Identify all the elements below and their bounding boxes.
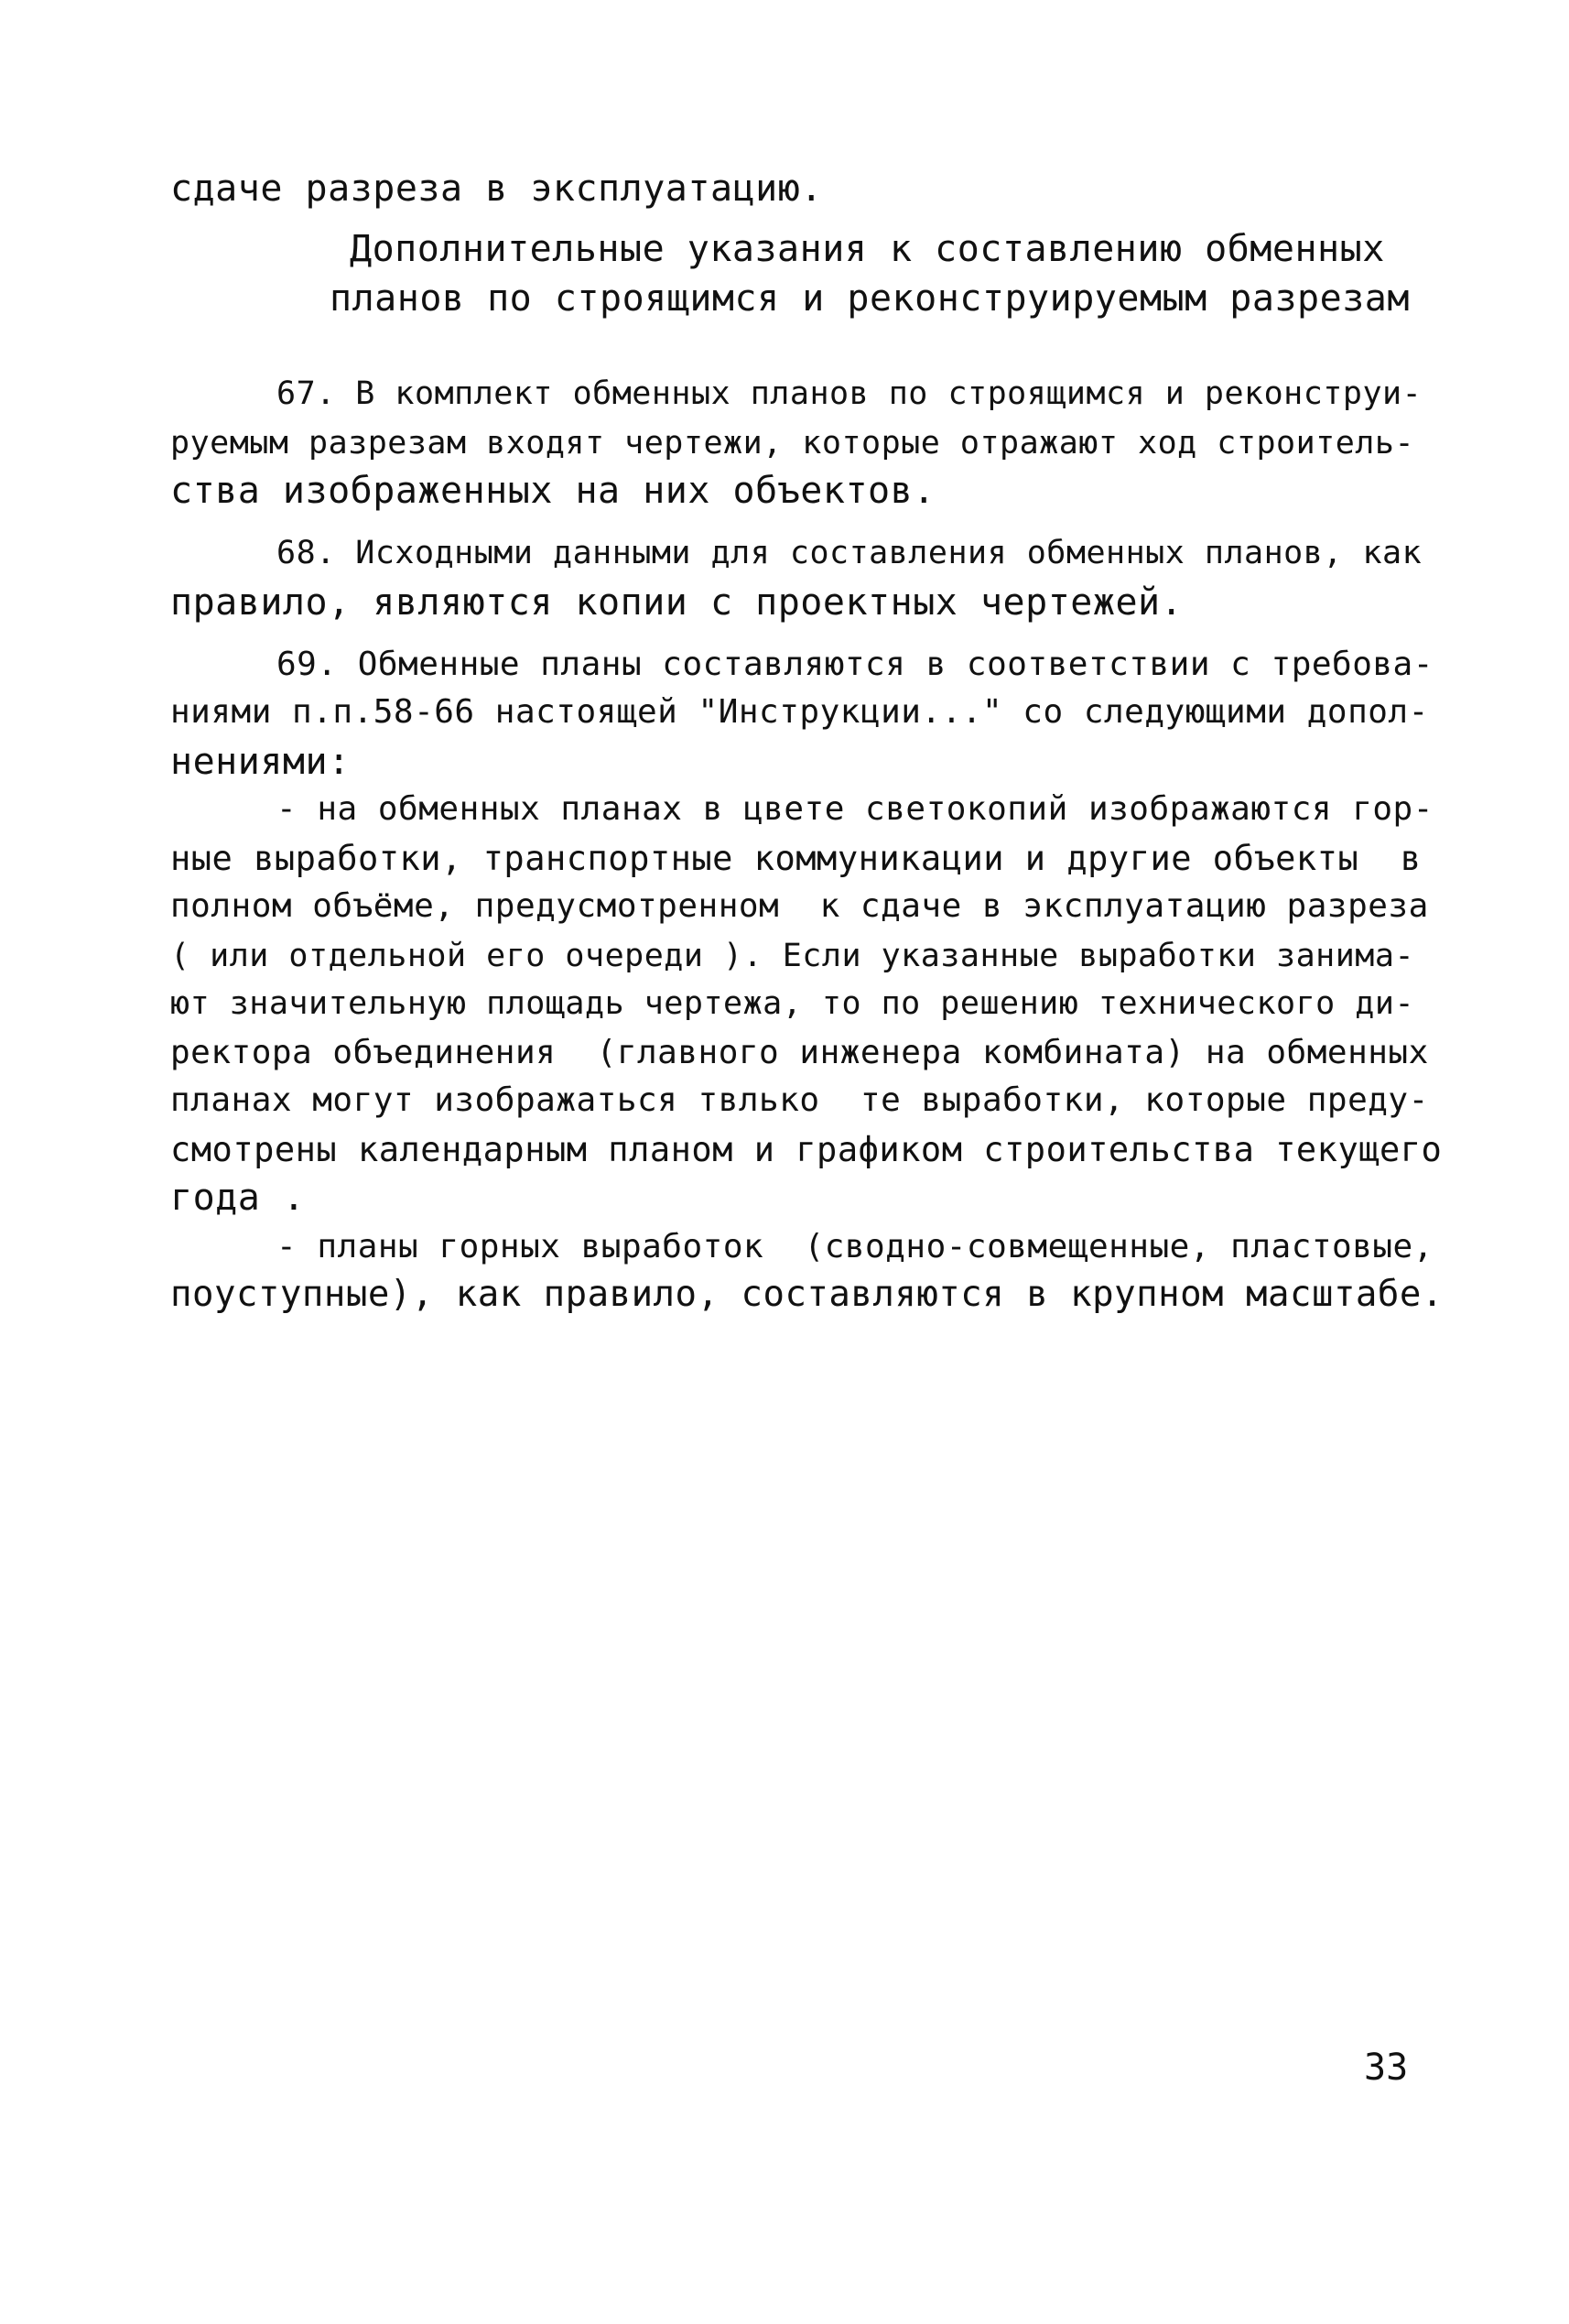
paragraph-69-line-3: нениями: <box>170 741 351 783</box>
list-item-1-line-2: ные выработки, транспортные коммуникации и другие объекты в <box>170 839 1422 878</box>
list-item-2-line-1: - планы горных выработок (сводно-совмещенные, пластовые, <box>276 1228 1434 1265</box>
list-item-1-line-8: смотрены календарным планом и графиком строительства текущего <box>170 1130 1443 1169</box>
paragraph-67-line-3: ства изображенных на них объектов. <box>170 470 936 512</box>
list-item-1-line-4: ( или отдельной его очереди ). Если указанные выработки занима- <box>170 938 1415 974</box>
list-item-1-line-6: ректора объединения (главного инженера комбината) на обменных <box>170 1034 1429 1071</box>
paragraph-69-line-1: 69. Обменные планы составляются в соответствии с требова- <box>276 646 1434 683</box>
list-item-1-line-5: ют значительную площадь чертежа, то по решению технического ди- <box>170 985 1415 1022</box>
list-item-1-line-9: года . <box>170 1177 306 1219</box>
text-line-continuation: сдаче разреза в эксплуатацию. <box>170 168 823 210</box>
list-item-1-line-7: планах могут изображаться твлько те выработки, которые преду- <box>170 1081 1429 1119</box>
paragraph-67-line-1: 67. В комплект обменных планов по строящимся и реконструи- <box>276 375 1423 412</box>
paragraph-68-line-1: 68. Исходными данными для составления обменных планов, как <box>276 535 1423 571</box>
list-item-1-line-3: полном объёме, предусмотренном к сдаче в эксплуатацию разреза <box>170 887 1429 925</box>
page-number: 33 <box>1364 2047 1409 2089</box>
list-item-1-line-1: - на обменных планах в цвете светокопий изображаются гор- <box>276 790 1434 828</box>
section-heading-line-1: Дополнительные указания к составлению обменных <box>350 228 1385 270</box>
paragraph-68-line-2: правило, являются копии с проектных чертежей. <box>170 581 1184 624</box>
paragraph-69-line-2: ниями п.п.58-66 настоящей "Инструкции..." со следующими допол- <box>170 693 1429 731</box>
list-item-2-line-2: поуступные), как правило, составляются в крупном масштабе. <box>170 1274 1444 1315</box>
section-heading-line-2: планов по строящимся и реконструируемым разрезам <box>330 277 1410 320</box>
paragraph-67-line-2: руемым разрезам входят чертежи, которые отражают ход строитель- <box>170 425 1415 462</box>
